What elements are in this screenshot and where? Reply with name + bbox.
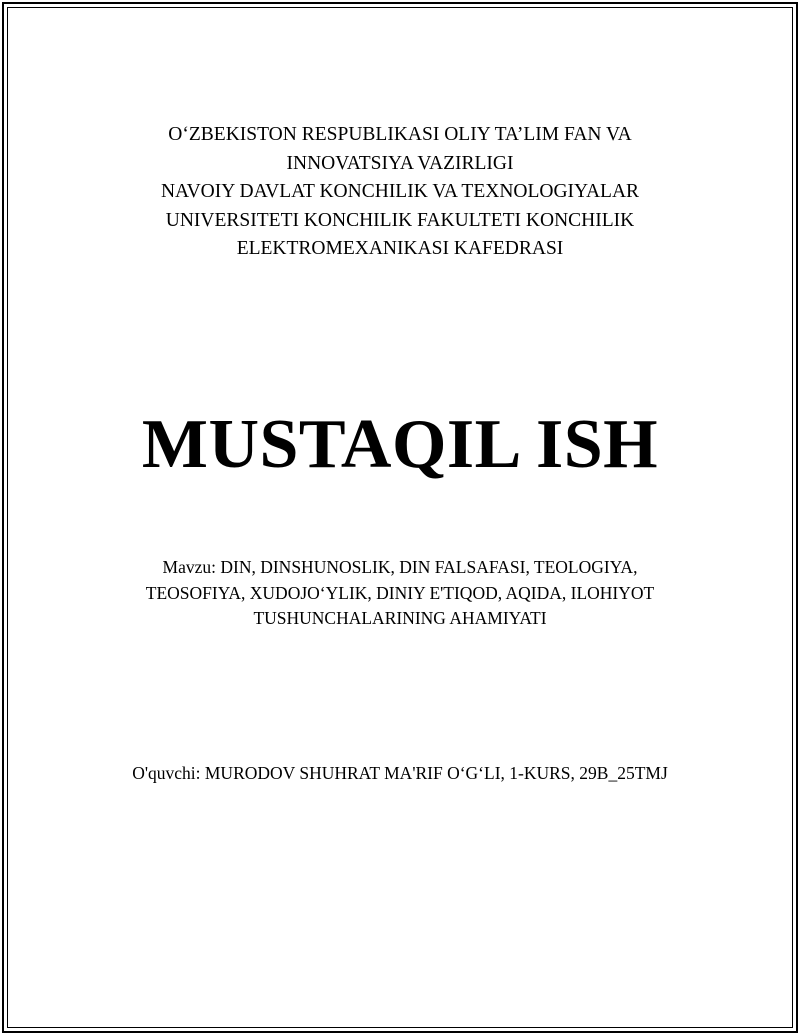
header-line: ELEKTROMEXANIKASI KAFEDRASI [236, 238, 564, 259]
topic-line: Mavzu: DIN, DINSHUNOSLIK, DIN FALSAFASI, TEOLOGIYA, [162, 557, 638, 577]
topic-line: TUSHUNCHALARINING AHAMIYATI [253, 608, 547, 628]
header-line: NAVOIY DAVLAT KONCHILIK VA TEXNOLOGIYALAR [160, 181, 640, 202]
topic-line: TEOSOFIYA, XUDOJO‘YLIK, DINIY E'TIQOD, AQIDA, ILOHIYOT [145, 582, 655, 603]
student-info: O'quvchi: MURODOV SHUHRAT MA'RIF O‘G‘LI, 1-KURS, 29B_25TMJ [132, 763, 668, 783]
document-title: MUSTAQIL ISH [141, 406, 659, 483]
header-line: INNOVATSIYA VAZIRLIGI [286, 152, 514, 174]
institution-header [0, 121, 800, 264]
header-line: O‘ZBEKISTON RESPUBLIKASI OLIY TA’LIM FAN VA [168, 124, 632, 145]
header-line: UNIVERSITETI KONCHILIK FAKULTETI KONCHILIK [165, 209, 635, 231]
topic-block [0, 555, 800, 632]
